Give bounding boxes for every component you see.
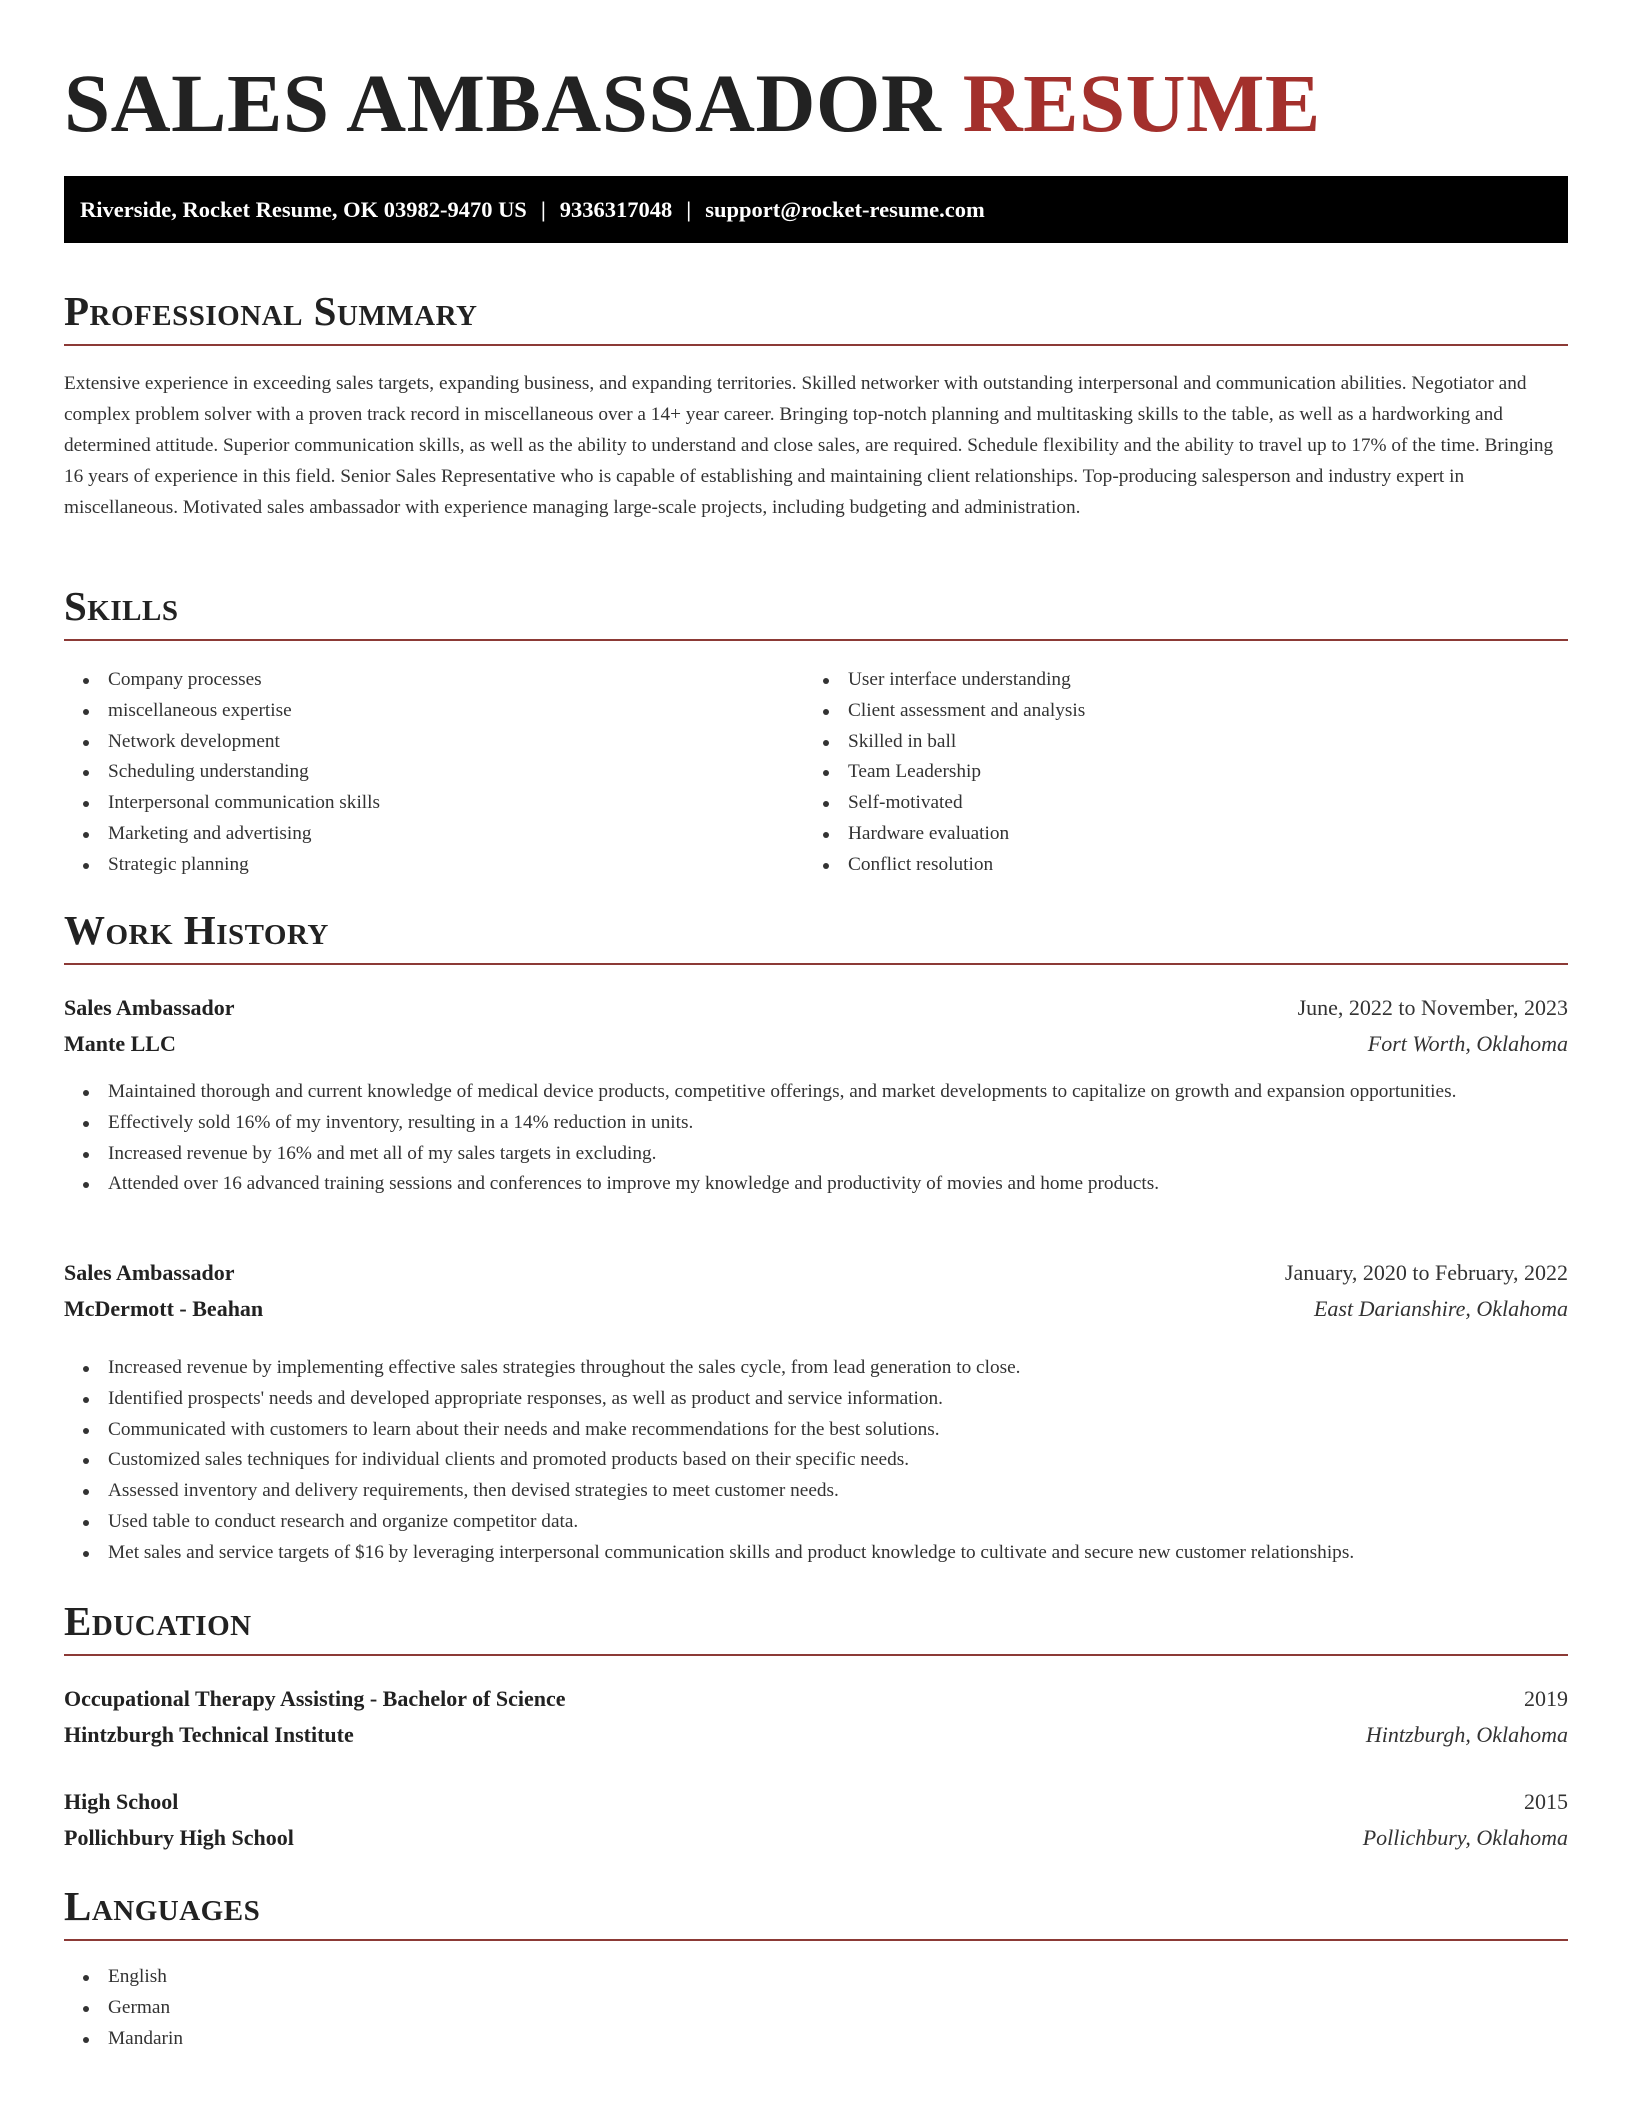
job-title: Sales Ambassador [64,995,235,1020]
contact-separator: | [686,197,692,222]
education-degree: High School [64,1789,179,1814]
skill-item: Team Leadership [804,757,1544,788]
skill-item: Conflict resolution [804,850,1544,881]
job-bullet: Effectively sold 16% of my inventory, resulting in a 14% reduction in units. [64,1108,1568,1139]
education-degree: Occupational Therapy Assisting - Bachelor of Science [64,1686,566,1711]
education-subheader [64,1820,1568,1856]
languages-list [64,1962,1568,2054]
job-company: Mante LLC [64,1031,176,1056]
job-bullet: Maintained thorough and current knowledge of medical device products, competitive offerings, and market developments to capitalize on growth and expansion opportunities. [64,1077,1568,1108]
education-subheader [64,1717,1568,1753]
summary-heading: Professional Summary [64,286,1568,346]
summary-text: Extensive experience in exceeding sales targets, expanding business, and expanding territories. Skilled networker with outstanding interpersonal and communication abilities. Negotiator and complex problem solver with a proven track record in miscellaneous over a 14+ year career. Bringing top-notch planning and multitasking skills to the table, as well as a hardworking and determined attitude. Superior communication skills, as well as the ability to understand and close sales, are required. Schedule flexibility and the ability to travel up to 17% of the time. Bringing 16 years of experience in this field. Senior Sales Representative who is capable of establishing and maintaining client relationships. Top-producing salesperson and industry expert in miscellaneous. Motivated sales ambassador with experience managing large-scale projects, including budgeting and administration. [64,373,1554,518]
language-item: Mandarin [64,2024,1568,2055]
title-main: SALES AMBASSADOR [64,57,942,149]
job-subheader [64,1026,1568,1062]
job-title: Sales Ambassador [64,1260,235,1285]
resume-title [64,58,1321,148]
education-header [64,1784,1568,1820]
skills-heading: Skills [64,581,1568,641]
language-item: English [64,1962,1568,1993]
skill-item: Interpersonal communication skills [64,788,804,819]
job-bullet: Increased revenue by 16% and met all of my sales targets in excluding. [64,1139,1568,1170]
skill-item: Marketing and advertising [64,819,804,850]
job-header [64,990,1568,1026]
skills-column-left [64,665,804,881]
work-heading: Work History [64,905,1568,965]
contact-email[interactable]: support@rocket-resume.com [705,197,985,222]
job-subheader [64,1291,1568,1327]
job-bullet: Communicated with customers to learn about their needs and make recommendations for the best solutions. [64,1415,1568,1446]
education-location: Pollichbury, Oklahoma [1362,1825,1568,1850]
job-dates: January, 2020 to February, 2022 [1284,1260,1568,1285]
job-bullet: Used table to conduct research and organize competitor data. [64,1507,1568,1538]
skill-item: Network development [64,727,804,758]
language-item: German [64,1993,1568,2024]
education-school: Hintzburgh Technical Institute [64,1722,354,1747]
education-header [64,1681,1568,1717]
job-bullet: Attended over 16 advanced training sessions and conferences to improve my knowledge and productivity of movies and home products. [64,1169,1568,1200]
skill-item: miscellaneous expertise [64,696,804,727]
skills-column-right [804,665,1544,881]
education-year: 2015 [1524,1789,1568,1814]
contact-address: Riverside, Rocket Resume, OK 03982-9470 US [80,197,527,222]
contact-separator: | [540,197,546,222]
job-dates: June, 2022 to November, 2023 [1297,995,1568,1020]
job-bullets [64,1077,1568,1200]
languages-heading: Languages [64,1881,1568,1941]
job-location: East Darianshire, Oklahoma [1313,1296,1568,1321]
job-bullet: Met sales and service targets of $16 by leveraging interpersonal communication skills and product knowledge to cultivate and secure new customer relationships. [64,1538,1568,1569]
job-bullet: Identified prospects' needs and developed appropriate responses, as well as product and service information. [64,1384,1568,1415]
skill-item: Scheduling understanding [64,757,804,788]
job-header [64,1255,1568,1291]
skill-item: Self-motivated [804,788,1544,819]
education-location: Hintzburgh, Oklahoma [1365,1722,1568,1747]
contact-phone[interactable]: 9336317048 [559,197,673,222]
skill-item: Skilled in ball [804,727,1544,758]
job-company: McDermott - Beahan [64,1296,264,1321]
education-school: Pollichbury High School [64,1825,294,1850]
job-bullet: Assessed inventory and delivery requirements, then devised strategies to meet customer needs. [64,1476,1568,1507]
title-accent: RESUME [962,57,1321,149]
skill-item: Client assessment and analysis [804,696,1544,727]
education-year: 2019 [1524,1686,1568,1711]
job-location: Fort Worth, Oklahoma [1367,1031,1568,1056]
skill-item: Hardware evaluation [804,819,1544,850]
job-bullet: Increased revenue by implementing effective sales strategies throughout the sales cycle, from lead generation to close. [64,1353,1568,1384]
skill-item: Strategic planning [64,850,804,881]
skill-item: Company processes [64,665,804,696]
contact-bar [64,176,1568,243]
job-bullets [64,1353,1568,1569]
education-heading: Education [64,1596,1568,1656]
skill-item: User interface understanding [804,665,1544,696]
job-bullet: Customized sales techniques for individual clients and promoted products based on their specific needs. [64,1445,1568,1476]
